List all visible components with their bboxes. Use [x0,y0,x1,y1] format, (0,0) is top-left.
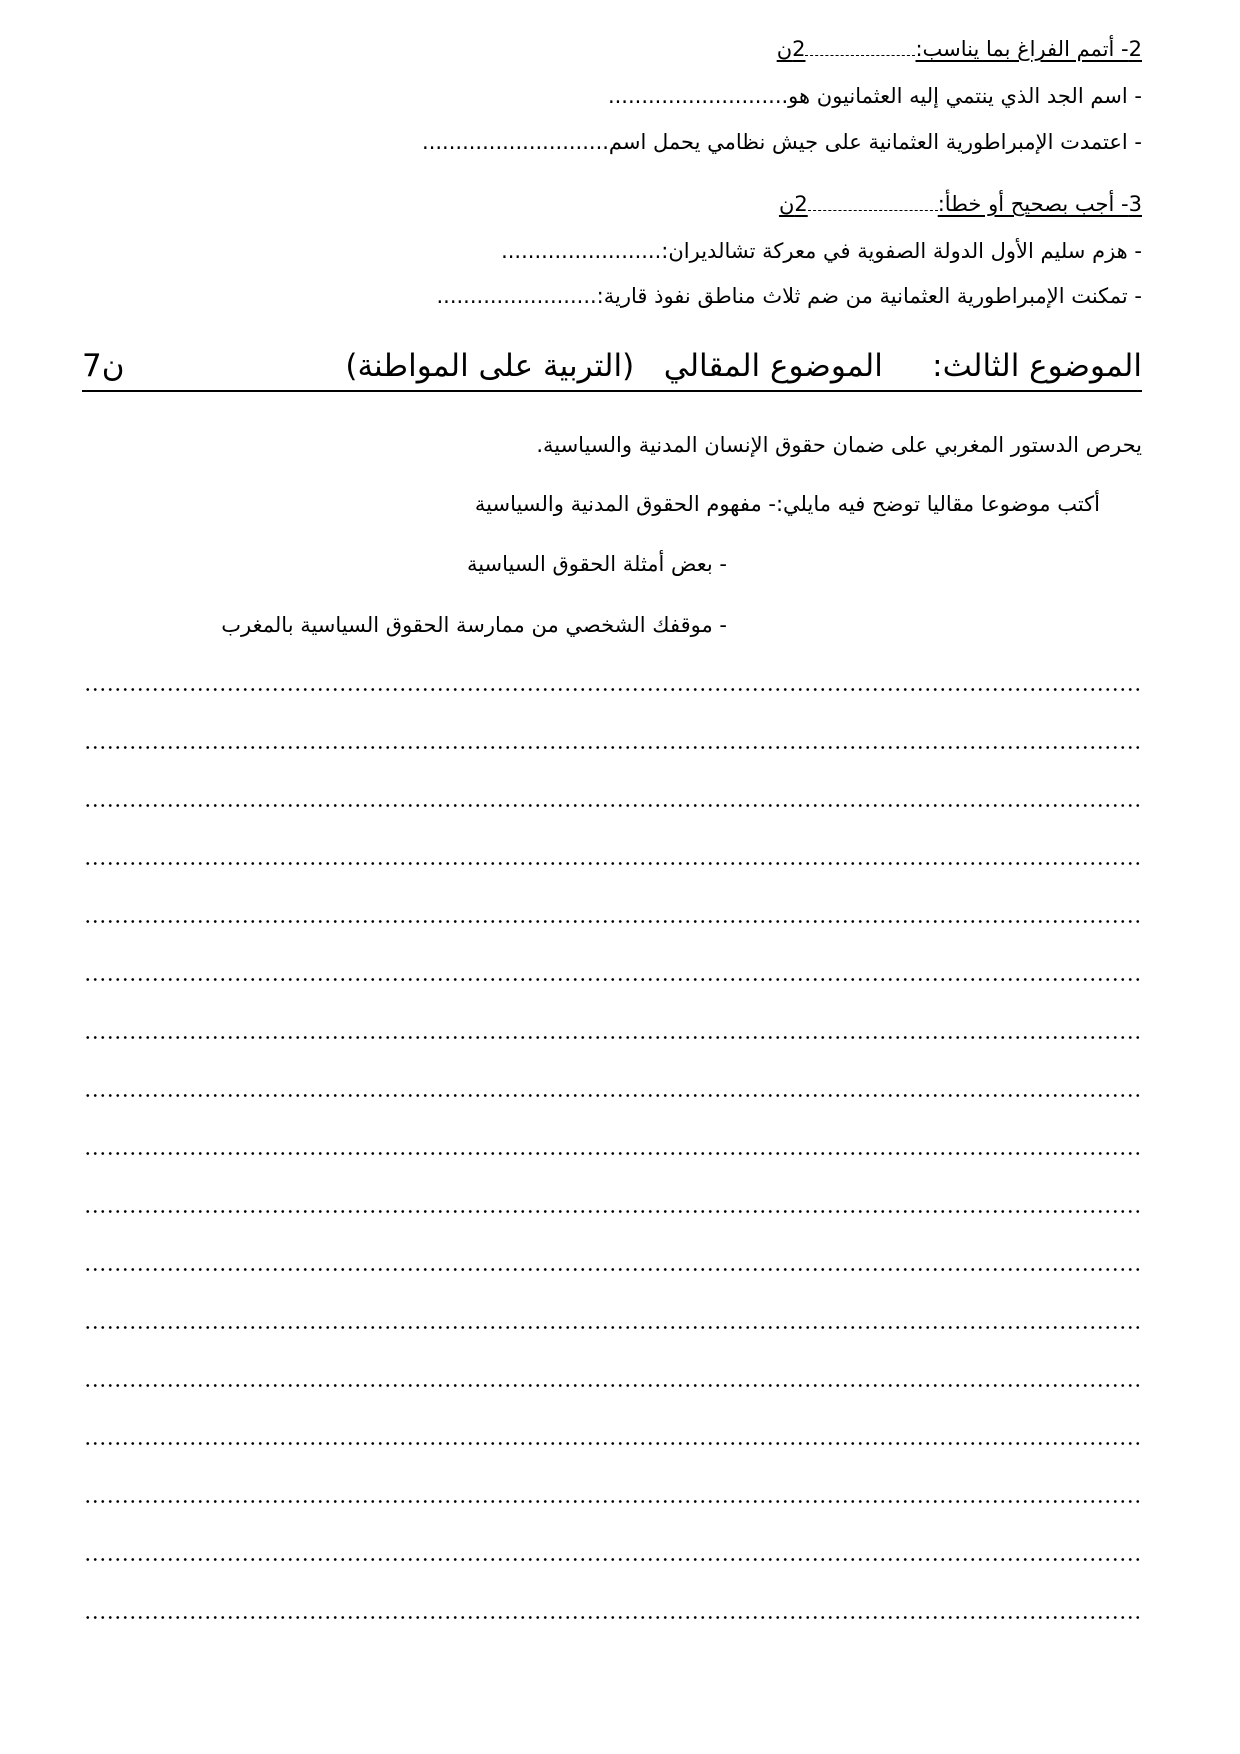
section3-intro: يحرص الدستور المغربي على ضمان حقوق الإنسان المدنية والسياسية. [536,433,1142,457]
q2-heading: 2- أتمم الفراغ بما يناسب: [915,37,1142,61]
answer-line[interactable] [84,920,1142,923]
answer-line[interactable] [84,746,1142,749]
answer-line[interactable] [84,1384,1142,1387]
q2-item-2: - اعتمدت الإمبراطورية العثمانية على جيش نظامي يحمل اسم............................ [422,130,1142,154]
section3-instruction: أكتب موضوعا مقاليا توضح فيه مايلي:- مفهوم الحقوق المدنية والسياسية [474,492,1100,516]
section3-points: 7ن [82,348,125,384]
answer-line[interactable] [84,1210,1142,1213]
answer-line[interactable] [84,688,1142,691]
answer-line[interactable] [84,1094,1142,1097]
answer-line[interactable] [84,1326,1142,1329]
q3-item-2: - تمكنت الإمبراطورية العثمانية من ضم ثلاث مناطق نفوذ قارية:........................ [436,284,1142,308]
q3-item-1: - هزم سليم الأول الدولة الصفوية في معركة تشالديران:........................ [501,239,1142,263]
q2-heading-row [777,34,1142,64]
answer-line[interactable] [84,978,1142,981]
answer-line[interactable] [84,1500,1142,1503]
q3-heading-row [779,189,1142,219]
answer-line[interactable] [84,1036,1142,1039]
answer-line[interactable] [84,1268,1142,1271]
q3-dash-fill [808,194,938,211]
section3-bullet-2: - موقفك الشخصي من ممارسة الحقوق السياسية بالمغرب [221,613,727,637]
answer-line[interactable] [84,1442,1142,1445]
answer-line[interactable] [84,862,1142,865]
section3-bullet-1: - بعض أمثلة الحقوق السياسية [466,552,727,576]
q2-points: 2ن [776,37,806,61]
answer-line[interactable] [84,1152,1142,1155]
q2-dash-fill [805,39,915,56]
answer-line[interactable] [84,1558,1142,1561]
q3-heading: 3- أجب بصحيح أو خطأ: [937,192,1142,216]
answer-line[interactable] [84,1616,1142,1619]
section3-title: الموضوع الثالث: الموضوع المقالي (التربية على المواطنة) [345,348,1142,384]
q3-points: 2ن [778,192,808,216]
section3-title-row [82,346,1142,392]
answer-line[interactable] [84,804,1142,807]
q2-item-1: - اسم الجد الذي ينتمي إليه العثمانيون هو........................... [607,84,1142,108]
